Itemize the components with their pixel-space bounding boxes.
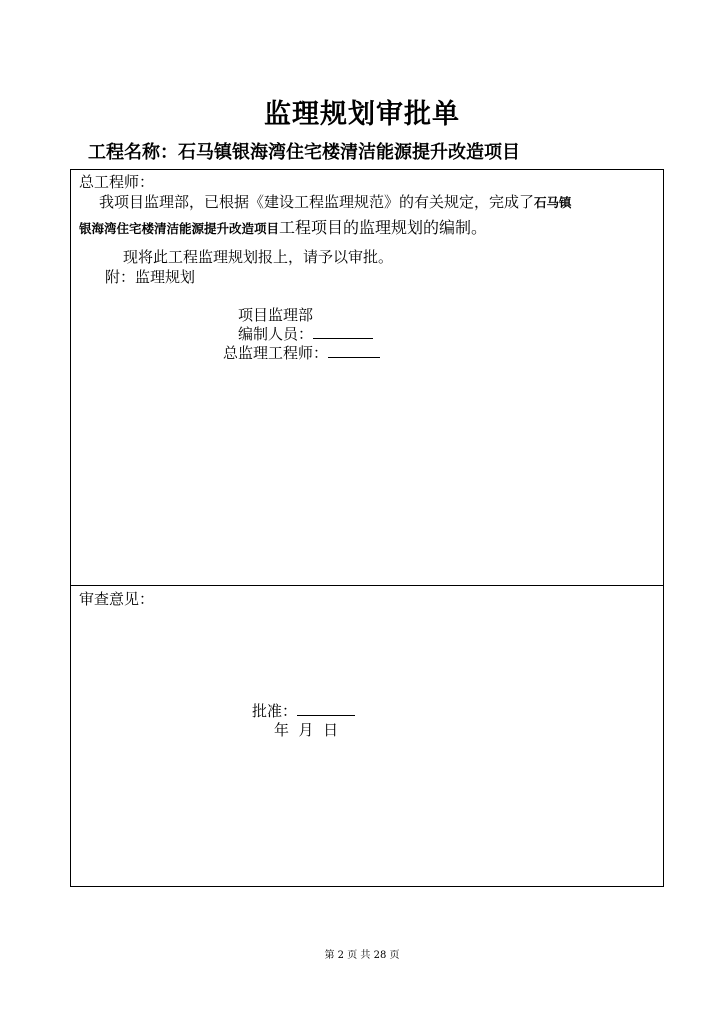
document-title: 监理规划审批单 (264, 99, 460, 130)
chief-signature-line (223, 344, 380, 362)
preparer-signature-line (238, 325, 373, 343)
review-heading: 审查意见： (79, 590, 155, 608)
project-label: 工程名称： (88, 142, 178, 163)
addressee-label: 总工程师： (79, 173, 155, 191)
submission-body-line3: 现将此工程监理规划报上，请予以审批。 (123, 248, 394, 266)
body-line1-project: 石马镇 (534, 195, 572, 210)
body-line2-text: 工程项目的监理规划的编制。 (279, 218, 488, 237)
approve-label: 批准： (252, 702, 298, 720)
submission-section (71, 170, 663, 586)
body-line1-text: 我项目监理部，已根据《建设工程监理规范》的有关规定，完成了 (99, 193, 535, 211)
supervision-dept: 项目监理部 (238, 306, 314, 324)
review-section (71, 586, 663, 886)
chief-signature-blank (328, 345, 380, 358)
chief-label: 总监理工程师： (223, 344, 329, 362)
project-name-line (88, 138, 520, 164)
project-name: 石马镇银海湾住宅楼清洁能源提升改造项目 (178, 142, 520, 163)
preparer-signature-blank (313, 326, 373, 339)
approve-signature-blank (297, 703, 355, 716)
page-footer: 第 2 页 共 28 页 (324, 950, 400, 961)
preparer-label: 编制人员： (238, 325, 314, 343)
date-label: 年 月 日 (274, 721, 339, 739)
body-line2-project: 银海湾住宅楼清洁能源提升改造项目 (79, 221, 280, 236)
submission-body-line1 (99, 193, 572, 212)
approval-form-table (70, 169, 664, 887)
submission-body-line2 (79, 219, 487, 238)
approve-signature-line (252, 702, 355, 720)
attachment-label: 附：监理规划 (105, 268, 196, 286)
